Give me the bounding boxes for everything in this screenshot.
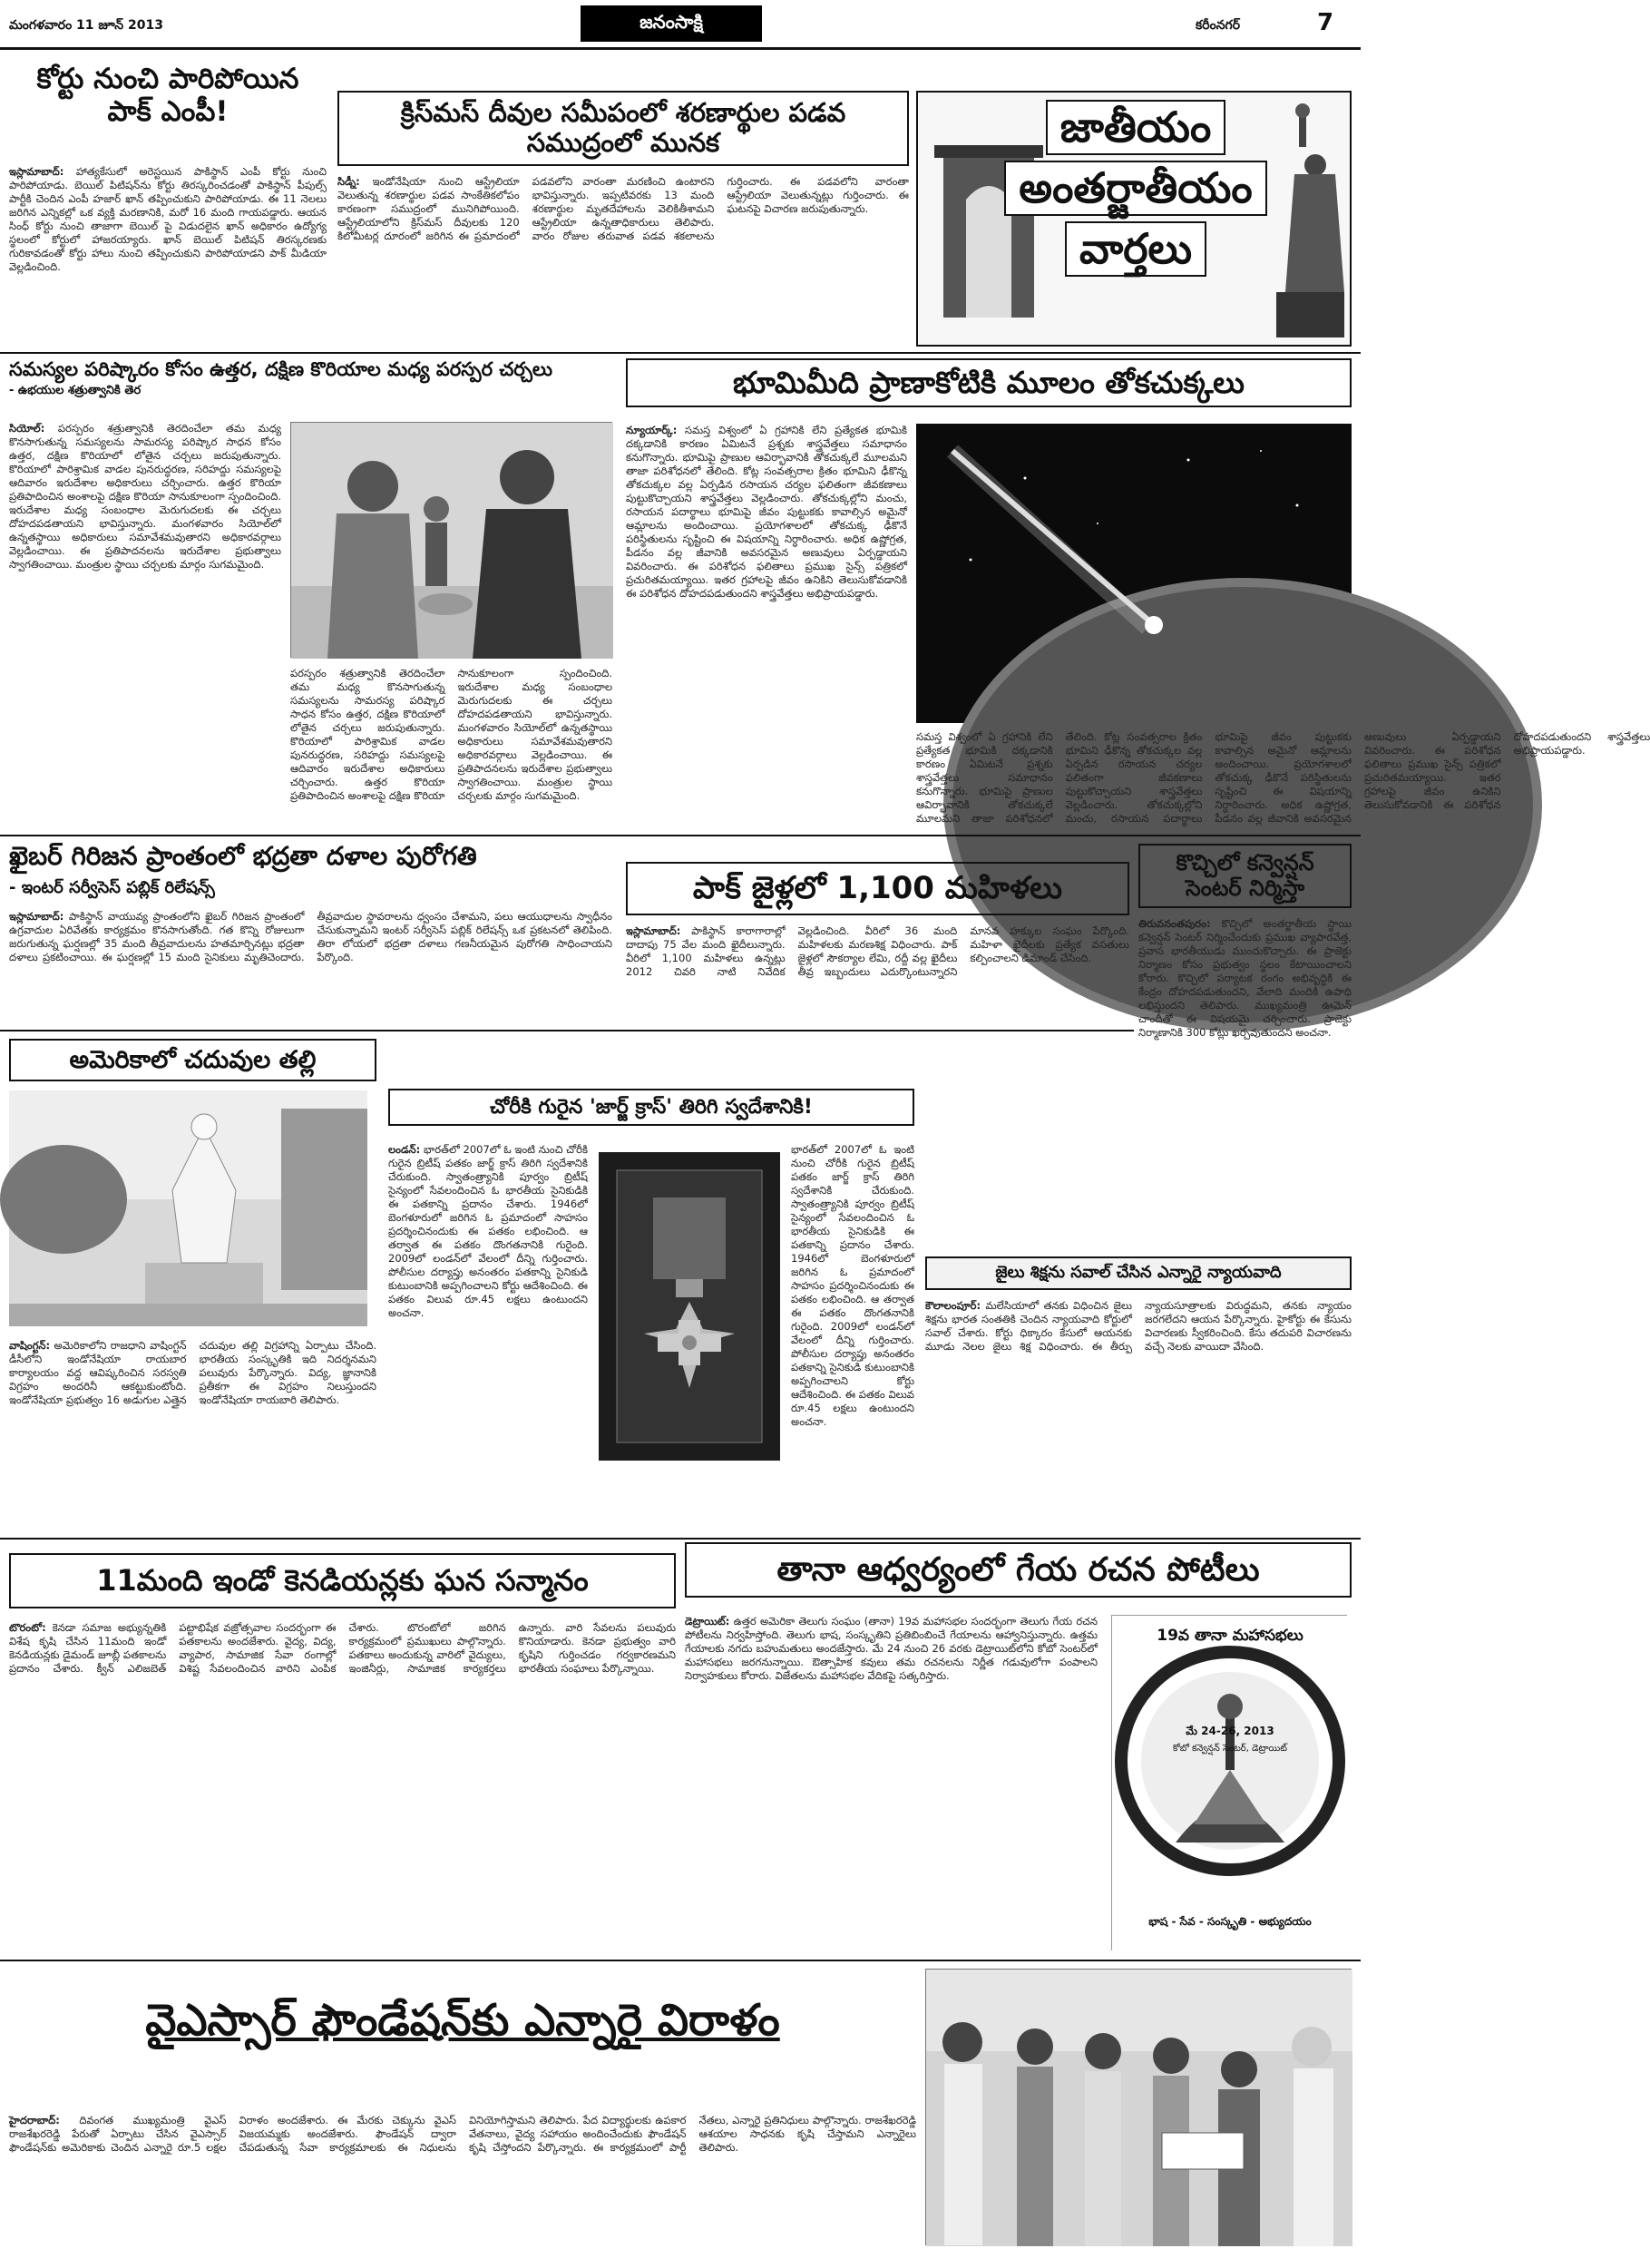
- headline-box: [1138, 844, 1352, 908]
- masthead-rule: [0, 47, 1361, 50]
- dateline: డెట్రాయిట్‌:: [685, 1615, 730, 1628]
- banner-line-2: అంతర్జాతీయం: [1004, 161, 1266, 216]
- tana-logo: [1111, 1615, 1347, 1950]
- article-body-continued: [791, 1143, 914, 1428]
- headline: వైఎస్సార్‌ ఫౌండేషన్‌కు ఎన్నారై విరాళం: [145, 1995, 780, 2046]
- article-body-continued: [290, 667, 612, 830]
- story-indo-canadians: [9, 1553, 676, 1952]
- dateline: హైదరాబాద్‌:: [9, 2114, 60, 2126]
- banner-text: [972, 100, 1299, 277]
- article-body-continued: [916, 730, 1650, 830]
- headline-box: [9, 1553, 676, 1608]
- tana-emblem-icon: [1112, 1616, 1348, 1951]
- article-body: [925, 1299, 1352, 1508]
- body-text-continued: సమస్త విశ్వంలో ఏ గ్రహానికి లేని ప్రత్యేకత భూమికి దక్కడానికి కారణం ఏమిటనే ప్రశ్నకు శాస్త్రవేత్తలు సమాధానం కనుగొన్నారు. భూమిపై ప్రాణుల ఆవిర్భావానికి తోకచుక్కలే మూలమని తాజా పరిశోధనలో తేలింది. కోట్ల సంవత్సరాల క్రితం భూమిని ఢీకొన్న తోకచుక్కల వల్ల ఏర్పడిన రసాయన చర్యల ఫలితంగా జీవకణాలు పుట్టుకొచ్చాయని శాస్త్రవేత్తలు వెల్లడించారు. తోకచుక్కల్లోని మంచు, రసాయన పదార్థాలు భూమిపై జీవం పుట్టుకకు కావాల్సిన అమైనో ఆమ్లాలను అందించాయి. ప్రయోగశాలలో తోకచుక్క ఢీకొనే పరిస్థితులను సృష్టించి ఈ విషయాన్ని నిర్ధారించారు. అధిక ఉష్ణోగ్రత, పీడనం వల్ల జీవానికి అవసరమైన అణువులు ఏర్పడ్డాయని వివరించారు. ఈ పరిశోధన ఫలితాలు ప్రముఖ సైన్స్‌ పత్రికలో ప్రచురితమయ్యాయి. ఇతర గ్రహాలపై జీవం ఉనికిని తెలుసుకోవడానికి ఈ పరిశోధన దోహదపడుతుందని శాస్త్రవేత్తలు అభిప్రాయపడ్డారు.: [916, 730, 1650, 825]
- tana-ring-text: 19వ తానా మహాసభలు: [1157, 1627, 1303, 1645]
- article-body: [9, 165, 327, 347]
- banner-line-1: జాతీయం: [1046, 100, 1226, 155]
- paper-name: జనంసాక్షి: [639, 10, 703, 33]
- section-divider: [0, 1960, 1361, 1961]
- headline-box: [337, 91, 909, 166]
- body-text: కెనడా సమాజ అభ్యున్నతికి విశేష కృషి చేసిన 11మంది ఇండో కెనడియన్లకు డైమండ్‌ జూబ్లీ పతకాలను ప్రదానం చేశారు. క్వీన్‌ ఎలిజబెత్‌ పట్టాభిషేక వజ్రోత్సవాల సందర్భంగా ఈ పతకాలను అందజేశారు. వైద్య, విద్య, వ్యాపార, సామాజిక సేవా రంగాల్లో విశిష్ట సేవలందించిన వారిని ఎంపిక చేశారు. టొరంటోలో జరిగిన కార్యక్రమంలో ప్రముఖులు పాల్గొన్నారు. పతకాలు అందుకున్న వారిలో వైద్యులు, ఇంజినీర్లు, సామాజిక కార్యకర్తలు ఉన్నారు. వారి సేవలను పలువురు కొనియాడారు. కెనడా ప్రభుత్వం వారి కృషిని గుర్తించడం గర్వకారణమని భారతీయ సంఘాలు పేర్కొన్నాయి.: [9, 1620, 676, 1675]
- headline-box: [626, 358, 1352, 407]
- body-text: హాత్యకేసులో అరెస్టయిన పాకిస్థాన్‌ ఎంపీ కోర్టు నుంచి పారిపోయాడు. బెయిల్‌ పిటిషన్‌ను కోర్టు తిరస్కరించడంతో పాకిస్థాన్‌ పీపుల్స్‌ పార్టీకి చెందిన ఎంపీ హజార్‌ ఖాన్‌ తప్పించుకుని పారిపోయాడు. ఈ 11 నెలలు జరిగిన ఎన్నికల్లో ఒక వ్యక్తి మరణానికి, మరో 16 మంది గాయపడ్డారు. ఆయన సింధ్‌ కోర్టు నుంచి తాజాగా బెయిల్‌ పై విడుదలైన ఖాన్‌ అధికారం ఉద్యోగ్య స్థలంలో కోర్టులో హాజరయ్యారు. ఖాన్‌ బెయిల్‌ పిటిషన్‌ తిరస్కరణకు గురికావడంతో కోర్టు హాలు నుంచి తప్పించుకుని పారిపోయాడని పాక్‌ మీడియా వెల్లడించింది.: [9, 165, 327, 273]
- body-text: ఉత్తర అమెరికా తెలుగు సంఘం (తానా) 19వ మహాసభల సందర్భంగా తెలుగు గేయ రచన పోటీలను నిర్వహిస్తోంది. తెలుగు భాష, సంస్కృతిని ప్రతిబింబించే గేయాలను ఆహ్వానిస్తున్నారు. ఉత్తమ గేయాలకు నగదు బహుమతులు అందజేస్తారు. మే 24 నుంచి 26 వరకు డెట్రాయిట్‌లోని కోబో సెంటర్‌లో మహాసభలు జరగనున్నాయి. ఔత్సాహిక కవులు తమ రచనలను నిర్ణీత గడువులోగా పంపాలని నిర్వాహకులు కోరారు. విజేతలను మహాసభల వేదికపై సత్కరిస్తారు.: [685, 1615, 1098, 1682]
- body-text-continued: భారత్‌లో 2007లో ఓ ఇంటి నుంచి చోరీకి గురైన బ్రిటీష్‌ పతకం జార్జ్‌ క్రాస్‌ తిరిగి స్వదేశానికి చేరుకుంది. స్వాతంత్ర్యానికి పూర్వం బ్రిటీష్‌ సైన్యంలో సేవలందించిన ఓ భారతీయ సైనికుడికి ఈ పతకాన్ని ప్రదానం చేశారు. 1946లో బెంగళూరులో జరిగిన ఓ ప్రమాదంలో సాహసం ప్రదర్శించినందుకు ఈ పతకం లభించింది. ఆ తర్వాత ఈ పతకం దొంగతనానికి గురైంది. 2009లో లండన్‌లో వేలంలో దీన్ని గుర్తించారు. పోలీసుల దర్యాప్తు అనంతరం పతకాన్ని సైనికుడి కుటుంబానికి అప్పగించాలని కోర్టు ఆదేశించింది. ఈ పతకం విలువ రూ.45 లక్షలు ఉంటుందని అంచనా.: [791, 1143, 914, 1428]
- paper-logo: [581, 5, 762, 42]
- headline: క్రిస్‌మస్‌ దీవుల సమీపంలో శరణార్థుల పడవ సముద్రంలో మునక: [400, 97, 846, 159]
- headline-box: [925, 1256, 1352, 1290]
- headline: చోరీకి గురైన 'జార్జ్‌ క్రాస్‌' తిరిగి స్వదేశానికి!: [490, 1096, 813, 1119]
- masthead: [0, 0, 1361, 54]
- george-cross-medal-icon: [599, 1152, 780, 1461]
- cheque-handover-illustration: [926, 1970, 1352, 2246]
- comet-earth-photo: [916, 424, 1352, 723]
- dateline: ఇస్లామాబాద్‌:: [9, 910, 64, 924]
- body-text: ఇండోనేషియా నుంచి ఆస్ట్రేలియా వెలుతున్న శరణార్థుల పడవ సాంకేతికలోపం కారణంగా సముద్రంలో మునిగిపోయింది. ఆస్ట్రేలియాలోని క్రిస్‌మస్‌ దీవులకు 120 కిలోమీటర్ల దూరంలో జరిగిన ఈ ప్రమాదంలో పడవలోని వారంతా మరణించి ఉంటారని భావిస్తున్నారు. ఇప్పటివరకు 13 మంది శరణార్థుల మృతదేహాలను వెలికితీశామని ఆస్ట్రేలియా ఉన్నతాధికారులు తెలిపారు. వారం రోజుల తరువాత పడవ శకలాలను గుర్తించారు. ఈ పడవలోని వారంతా ఆస్ట్రేలియా వెలుతున్నట్లు గుర్తించారు. ఈ ఘటనపై విచారణ జరుపుతున్నారు.: [337, 174, 909, 242]
- national-international-banner: [916, 91, 1352, 347]
- headline-box: [388, 1089, 914, 1126]
- story-khyber: [9, 842, 612, 1023]
- donation-photo: [925, 1969, 1352, 2245]
- story-pak-jails: [626, 862, 1129, 1021]
- headline: భూమిమీది ప్రాణాకోటికి మూలం తోకచుక్కలు: [733, 365, 1245, 400]
- dateline: ఇస్లామాబాద్‌:: [9, 165, 64, 178]
- headline: సమస్యల పరిష్కారం కోసం ఉత్తర, దక్షిణ కొరియాల మధ్య పరస్పర చర్చలు: [9, 358, 553, 380]
- body-text: దివంగత ముఖ్యమంత్రి వైఎస్‌ రాజశేఖరరెడ్డి పేరుతో ఏర్పాటు చేసిన వైఎస్సార్‌ ఫౌండేషన్‌కు అమెరికాకు చెందిన ఎన్నారై రూ.5 లక్షల విరాళం అందజేశారు. ఈ మేరకు చెక్కును వైఎస్‌ విజయమ్మకు అందజేశారు. ఫౌండేషన్‌ ద్వారా చేపడుతున్న సేవా కార్యక్రమాలకు ఈ నిధులను వినియోగిస్తామని తెలిపారు. పేద విద్యార్థులకు ఉపకార వేతనాలు, వైద్య సహాయం అందించేందుకు ఫౌండేషన్‌ కృషి చేస్తోందని పేర్కొన్నారు. ఈ కార్యక్రమంలో పార్టీ నేతలు, ఎన్నారై ప్రతినిధులు పాల్గొన్నారు. రాజశేఖరరెడ్డి ఆశయాల సాధనకు కృషి చేస్తామని ఎన్నారైలు తెలిపారు.: [9, 2114, 916, 2154]
- article-body: [9, 1339, 376, 1475]
- story-christmas-island: [337, 91, 909, 347]
- tana-venue: కోబో కన్వెన్షన్‌ సెంటర్‌, డెట్రాయిట్‌: [1173, 1744, 1287, 1754]
- dateline: సిడ్నీ:: [337, 174, 360, 188]
- story-george-cross: [388, 1089, 914, 1529]
- body-text: మలేసియాలో తనకు విధించిన జైలు శిక్షను భారత సంతతికి చెందిన న్యాయవాది కోర్టులో సవాల్‌ చేశారు. కోర్టు ధిక్కారం కేసులో ఆయనకు మూడు నెలల జైలు శిక్ష విధించారు. ఈ తీర్పు న్యాయసూత్రాలకు విరుద్ధమని, తనకు న్యాయం జరగలేదని ఆయన పేర్కొన్నారు. హైకోర్టు ఈ కేసును విచారణకు స్వీకరించింది. కేసు తదుపరి విచారణను వచ్చే నెలకు వాయిదా వేసింది.: [925, 1298, 1352, 1353]
- banner-line-3: వార్తలు: [1065, 221, 1206, 277]
- dateline: వాషింగ్టన్‌:: [9, 1339, 51, 1353]
- headline: కొచ్చిలో కన్వెన్షన్‌ సెంటర్‌ నిర్మిస్తా: [1176, 850, 1314, 901]
- section-divider: [0, 352, 1361, 354]
- story-saraswati-statue: [9, 1039, 376, 1529]
- headline: జైలు శిక్షను సవాల్‌ చేసిన ఎన్నారై న్యాయవాది: [995, 1263, 1282, 1282]
- section-divider: [0, 1030, 1134, 1031]
- story-ysr-foundation: [9, 1969, 1352, 2259]
- story-pak-mp: [9, 56, 327, 347]
- statue-illustration: [9, 1090, 367, 1326]
- article-body: [9, 910, 612, 1010]
- dateline: ఇస్లామాబాద్‌:: [626, 924, 681, 938]
- headline: ఖైబర్‌ గిరిజన ప్రాంతంలో భద్రతా దళాల పురోగతి: [9, 841, 477, 871]
- dateline: కౌలాలంపూర్‌:: [925, 1298, 981, 1312]
- dateline: సియోల్‌:: [9, 422, 45, 435]
- masthead-date: మంగళవారం 11 జూన్ 2013: [9, 18, 163, 33]
- dateline: న్యూయార్క్‌:: [626, 424, 678, 436]
- dateline: లండన్‌:: [388, 1143, 421, 1156]
- dateline: టొరంటో:: [9, 1620, 46, 1634]
- comet-illustration: [916, 424, 1352, 723]
- tana-dates: మే 24-26, 2013: [1186, 1725, 1274, 1737]
- headline: అమెరికాలో చదువుల తల్లి: [69, 1046, 317, 1074]
- story-comets: [626, 358, 1650, 830]
- handshake-photo-illustration: [291, 423, 613, 659]
- body-text: భారత్‌లో 2007లో ఓ ఇంటి నుంచి చోరీకి గురైన బ్రిటీష్‌ పతకం జార్జ్‌ క్రాస్‌ తిరిగి స్వదేశానికి చేరుకుంది. స్వాతంత్ర్యానికి పూర్వం బ్రిటీష్‌ సైన్యంలో సేవలందించిన ఓ భారతీయ సైనికుడికి ఈ పతకాన్ని ప్రదానం చేశారు. 1946లో బెంగళూరులో జరిగిన ఓ ప్రమాదంలో సాహసం ప్రదర్శించినందుకు ఈ పతకం లభించింది. ఆ తర్వాత ఈ పతకం దొంగతనానికి గురైంది. 2009లో లండన్‌లో వేలంలో దీన్ని గుర్తించారు. పోలీసుల దర్యాప్తు అనంతరం పతకాన్ని సైనికుడి కుటుంబానికి అప్పగించాలని కోర్టు ఆదేశించింది. ఈ పతకం విలువ రూ.45 లక్షలు ఉంటుందని అంచనా.: [388, 1143, 588, 1319]
- headline: కోర్టు నుంచి పారిపోయిన పాక్‌ ఎంపీ!: [36, 63, 299, 128]
- headline-box: [626, 862, 1129, 915]
- headline: తానా ఆధ్వర్యంలో గేయ రచన పోటీలు: [776, 1551, 1260, 1589]
- article-body: [626, 424, 907, 732]
- body-text: కొచ్చిలో అంతర్జాతీయ స్థాయి కన్వెన్షన్‌ సెంటర్‌ నిర్మించేందుకు ప్రముఖ వ్యాపారవేత్త, ప్రవాస భారతీయుడు ముందుకొచ్చారు. ఈ ప్రాజెక్టు నిర్మాణం కోసం ప్రభుత్వం స్థలం కేటాయించాలని కోరారు. కొచ్చిలో పర్యాటక రంగం అభివృద్ధికి ఈ కేంద్రం దోహదపడుతుందని, వేలాది మందికి ఉపాధి లభిస్తుందని తెలిపారు. ముఖ్యమంత్రి ఊమెన్‌ చాందీతో ఈ విషయమై చర్చించారు. ప్రాజెక్టు నిర్మాణానికి 300 కోట్లు ఖర్చవుతుందని అంచనా.: [1138, 917, 1352, 1040]
- body-text: సమస్త విశ్వంలో ఏ గ్రహానికి లేని ప్రత్యేకత భూమికి దక్కడానికి కారణం ఏమిటనే ప్రశ్నకు శాస్త్రవేత్తలు సమాధానం కనుగొన్నారు. భూమిపై ప్రాణుల ఆవిర్భావానికి తోకచుక్కలే మూలమని తాజా పరిశోధనలో తేలింది. కోట్ల సంవత్సరాల క్రితం భూమిని ఢీకొన్న తోకచుక్కల వల్ల ఏర్పడిన రసాయన చర్యల ఫలితంగా జీవకణాలు పుట్టుకొచ్చాయని శాస్త్రవేత్తలు వెల్లడించారు. తోకచుక్కల్లోని మంచు, రసాయన పదార్థాలు భూమిపై జీవం పుట్టుకకు కావాల్సిన అమైనో ఆమ్లాలను అందించాయి. ప్రయోగశాలలో తోకచుక్క ఢీకొనే పరిస్థితులను సృష్టించి ఈ విషయాన్ని నిర్ధారించారు. అధిక ఉష్ణోగ్రత, పీడనం వల్ల జీవానికి అవసరమైన అణువులు ఏర్పడ్డాయని వివరించారు. ఈ పరిశోధన ఫలితాలు ప్రముఖ సైన్స్‌ పత్రికలో ప్రచురితమయ్యాయి. ఇతర గ్రహాలపై జీవం ఉనికిని తెలుసుకోవడానికి ఈ పరిశోధన దోహదపడుతుందని శాస్త్రవేత్తలు అభిప్రాయపడ్డారు.: [626, 424, 908, 600]
- section-divider: [0, 835, 1361, 836]
- statue-photo: [9, 1090, 367, 1326]
- body-text: పాకిస్థాన్‌ వాయువ్య ప్రాంతంలోని ఖైబర్‌ గిరిజన ప్రాంతంలో ఉగ్రవాదుల ఏరివేతకు కార్యక్రమం కొనసాగుతోంది. గత కొన్ని రోజులుగా జరుగుతున్న ఘర్షణల్లో 35 మంది తీవ్రవాదులను హతమార్చినట్లు భద్రతా దళాలు ప్రకటించాయి. ఈ ఘర్షణల్లో 15 మంది సైనికులు మృతిచెందారు. తీవ్రవాదుల స్థావరాలను ధ్వంసం చేశామని, పలు ఆయుధాలను స్వాధీనం చేసుకున్నామని ఇంటర్‌ సర్వీసెస్‌ పబ్లిక్‌ రిలేషన్స్‌ ఒక ప్రకటనలో తెలిపింది. తిరా లోయలో భద్రతా దళాలు గణనీయమైన పురోగతి సాధించాయని పేర్కొంది.: [9, 910, 612, 964]
- article-body: [9, 2114, 916, 2250]
- article-body: [626, 924, 1129, 1011]
- story-tana: [685, 1542, 1352, 1955]
- section-divider: [0, 1538, 1361, 1540]
- article-body: [685, 1615, 1098, 1950]
- body-text: పరస్పరం శత్రుత్వానికి తెరదించేలా తమ మధ్య కొనసాగుతున్న సమస్యలను సామరస్య పరిష్కార సాధన కోసం ఉత్తర, దక్షిణ కొరియాలో లోతైన చర్చలు జరుపుతున్నారు. కొరియాలో పారిశ్రామిక వాడల పునరుద్ధరణ, సరిహద్దు సమస్యలపై ఆదివారం ఇరుదేశాల అధికారులు చర్చించారు. ఉత్తర కొరియా ప్రతిపాదించిన అంశాలపై దక్షిణ కొరియా సానుకూలంగా స్పందించింది. ఇరుదేశాల మధ్య సంబంధాల మెరుగుదలకు ఈ చర్చలు దోహదపడతాయని భావిస్తున్నారు. మంగళవారం సియోల్‌లో ఉన్నతస్థాయి అధికారులు సమావేశమవుతారని అధికారవర్గాలు వెల్లడించాయి. ఈ ప్రతిపాదనలను ఇరుదేశాల ప్రభుత్వాలు స్వాగతించాయి. మంత్రుల స్థాయి చర్చలకు మార్గం సుగమమైంది.: [9, 422, 282, 571]
- page-number: 7: [1317, 9, 1334, 36]
- subhead: - ఉభయుల శత్రుత్వానికి తెర: [9, 384, 142, 398]
- headline-box: [9, 1039, 376, 1081]
- article-body: [1138, 917, 1352, 1171]
- headline-box: [685, 1542, 1352, 1598]
- story-korea-talks: [9, 358, 612, 830]
- george-cross-photo: [599, 1152, 780, 1461]
- headline: 11మంది ఇండో కెనడియన్లకు ఘన సన్మానం: [96, 1563, 589, 1598]
- body-text: అమెరికాలోని రాజధాని వాషింగ్టన్‌ డీసీలోని ఇండోనేషియా రాయబార కార్యాలయం వద్ద ఆవిష్కరించిన సరస్వతి విగ్రహం అందరినీ ఆకట్టుకుంటోంది. ఇండోనేషియా ప్రభుత్వం 16 అడుగుల ఎత్తైన చదువుల తల్లి విగ్రహాన్ని ఏర్పాటు చేసింది. భారతీయ సంస్కృతికి ఇది నిదర్శనమని పలువురు పేర్కొన్నారు. విద్య, జ్ఞానానికి ప్రతీకగా ఈ విగ్రహం నిలుస్తుందని ఇండోనేషియా రాయబారి తెలిపారు.: [9, 1339, 376, 1407]
- dateline: తిరువనంతపురం:: [1138, 917, 1211, 931]
- body-text: పాకిస్థాన్‌ కారాగారాల్లో దాదాపు 75 వేల మంది ఖైదీలున్నారు. వీరిలో 1,100 మహిళలు ఉన్నట్లు 2012 చివరి నాటి నివేదిక వెల్లడించింది. వీరిలో 36 మంది మహిళలకు మరణశిక్ష విధించారు. పాక్‌ జైళ్లలో సౌకర్యాల లేమి, రద్దీ వల్ల ఖైదీలు తీవ్ర ఇబ్బందులు ఎదుర్కొంటున్నారని మానవ హక్కుల సంఘం పేర్కొంది. మహిళా ఖైదీలకు ప్రత్యేక వసతులు కల్పించాలని డిమాండ్‌ చేసింది.: [626, 924, 1129, 979]
- story-kochi-convention: [1138, 844, 1352, 1252]
- masthead-city: కరీంనగర్: [1196, 18, 1240, 33]
- body-text-continued: పరస్పరం శత్రుత్వానికి తెరదించేలా తమ మధ్య కొనసాగుతున్న సమస్యలను సామరస్య పరిష్కార సాధన కోసం ఉత్తర, దక్షిణ కొరియాలో లోతైన చర్చలు జరుపుతున్నారు. కొరియాలో పారిశ్రామిక వాడల పునరుద్ధరణ, సరిహద్దు సమస్యలపై ఆదివారం ఇరుదేశాల అధికారులు చర్చించారు. ఉత్తర కొరియా ప్రతిపాదించిన అంశాలపై దక్షిణ కొరియా సానుకూలంగా స్పందించింది. ఇరుదేశాల మధ్య సంబంధాల మెరుగుదలకు ఈ చర్చలు దోహదపడతాయని భావిస్తున్నారు. మంగళవారం సియోల్‌లో ఉన్నతస్థాయి అధికారులు సమావేశమవుతారని అధికారవర్గాలు వెల్లడించాయి. ఈ ప్రతిపాదనలను ఇరుదేశాల ప్రభుత్వాలు స్వాగతించాయి. మంత్రుల స్థాయి చర్చలకు మార్గం సుగమమైంది.: [290, 667, 612, 802]
- story-nri-lawyer: [925, 1256, 1352, 1529]
- article-body: [388, 1143, 588, 1524]
- headline: పాక్‌ జైళ్లలో 1,100 మహిళలు: [692, 870, 1063, 906]
- article-body: [9, 422, 281, 830]
- subhead: - ఇంటర్‌ సర్వీసెస్‌ పబ్లిక్‌ రిలేషన్స్‌: [9, 878, 215, 898]
- article-body: [337, 175, 909, 325]
- tana-motto: భాష - సేవ - సంస్కృతి - అభ్యుదయం: [1148, 1915, 1312, 1928]
- article-body: [9, 1621, 676, 1930]
- korea-delegates-photo: [290, 422, 612, 658]
